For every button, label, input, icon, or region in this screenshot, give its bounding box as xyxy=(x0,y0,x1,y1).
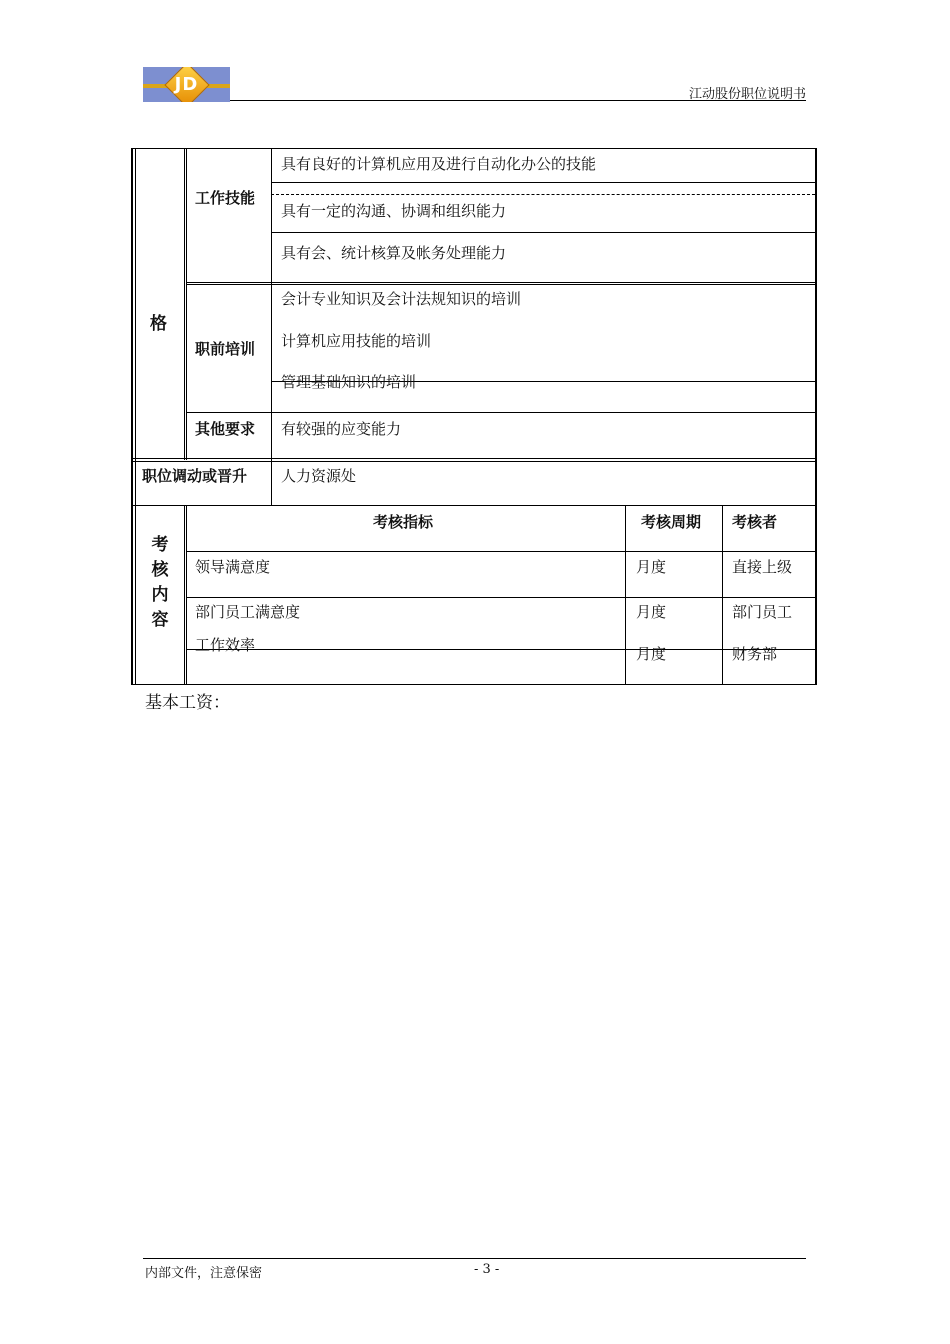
work-skill-item: 具有会、统计核算及帐务处理能力 xyxy=(281,244,507,262)
column-header-period: 考核周期 xyxy=(641,513,702,531)
training-item: 管理基础知识的培训 xyxy=(281,373,417,391)
qualification-section-label: 格 xyxy=(150,314,167,334)
other-requirements-label: 其他要求 xyxy=(195,420,256,438)
pre-job-training-label: 职前培训 xyxy=(195,340,256,358)
table-cell: 月度 xyxy=(636,603,667,621)
table-cell: 领导满意度 xyxy=(195,558,271,576)
work-skills-label: 工作技能 xyxy=(195,189,256,207)
footer-confidential: 内部文件，注意保密 xyxy=(145,1266,263,1281)
table-cell: 直接上级 xyxy=(732,558,793,576)
transfer-value: 人力资源处 xyxy=(281,467,357,485)
document-title: 江动股份职位说明书 xyxy=(688,87,806,102)
column-header-assessor: 考核者 xyxy=(732,513,778,531)
company-logo: JD xyxy=(143,67,230,102)
column-header-indicator: 考核指标 xyxy=(373,513,434,531)
table-cell: 部门员工 xyxy=(732,603,793,621)
table-cell: 工作效率 xyxy=(195,636,256,654)
work-skill-item: 具有一定的沟通、协调和组织能力 xyxy=(281,202,507,220)
table-cell: 月度 xyxy=(636,558,667,576)
work-skill-item: 具有良好的计算机应用及进行自动化办公的技能 xyxy=(281,155,597,173)
table-cell: 部门员工满意度 xyxy=(195,603,301,621)
assessment-section-label: 考 核 内 容 xyxy=(151,535,169,630)
training-item: 计算机应用技能的培训 xyxy=(281,332,432,350)
table-cell: 月度 xyxy=(636,645,667,663)
base-salary-label: 基本工资： xyxy=(145,693,230,713)
footer-rule xyxy=(143,1258,806,1259)
training-item: 会计专业知识及会计法规知识的培训 xyxy=(281,290,522,308)
other-requirements-value: 有较强的应变能力 xyxy=(281,420,402,438)
page-number: - 3 - xyxy=(474,1262,500,1277)
transfer-label: 职位调动或晋升 xyxy=(142,467,248,485)
table-cell: 财务部 xyxy=(732,645,778,663)
